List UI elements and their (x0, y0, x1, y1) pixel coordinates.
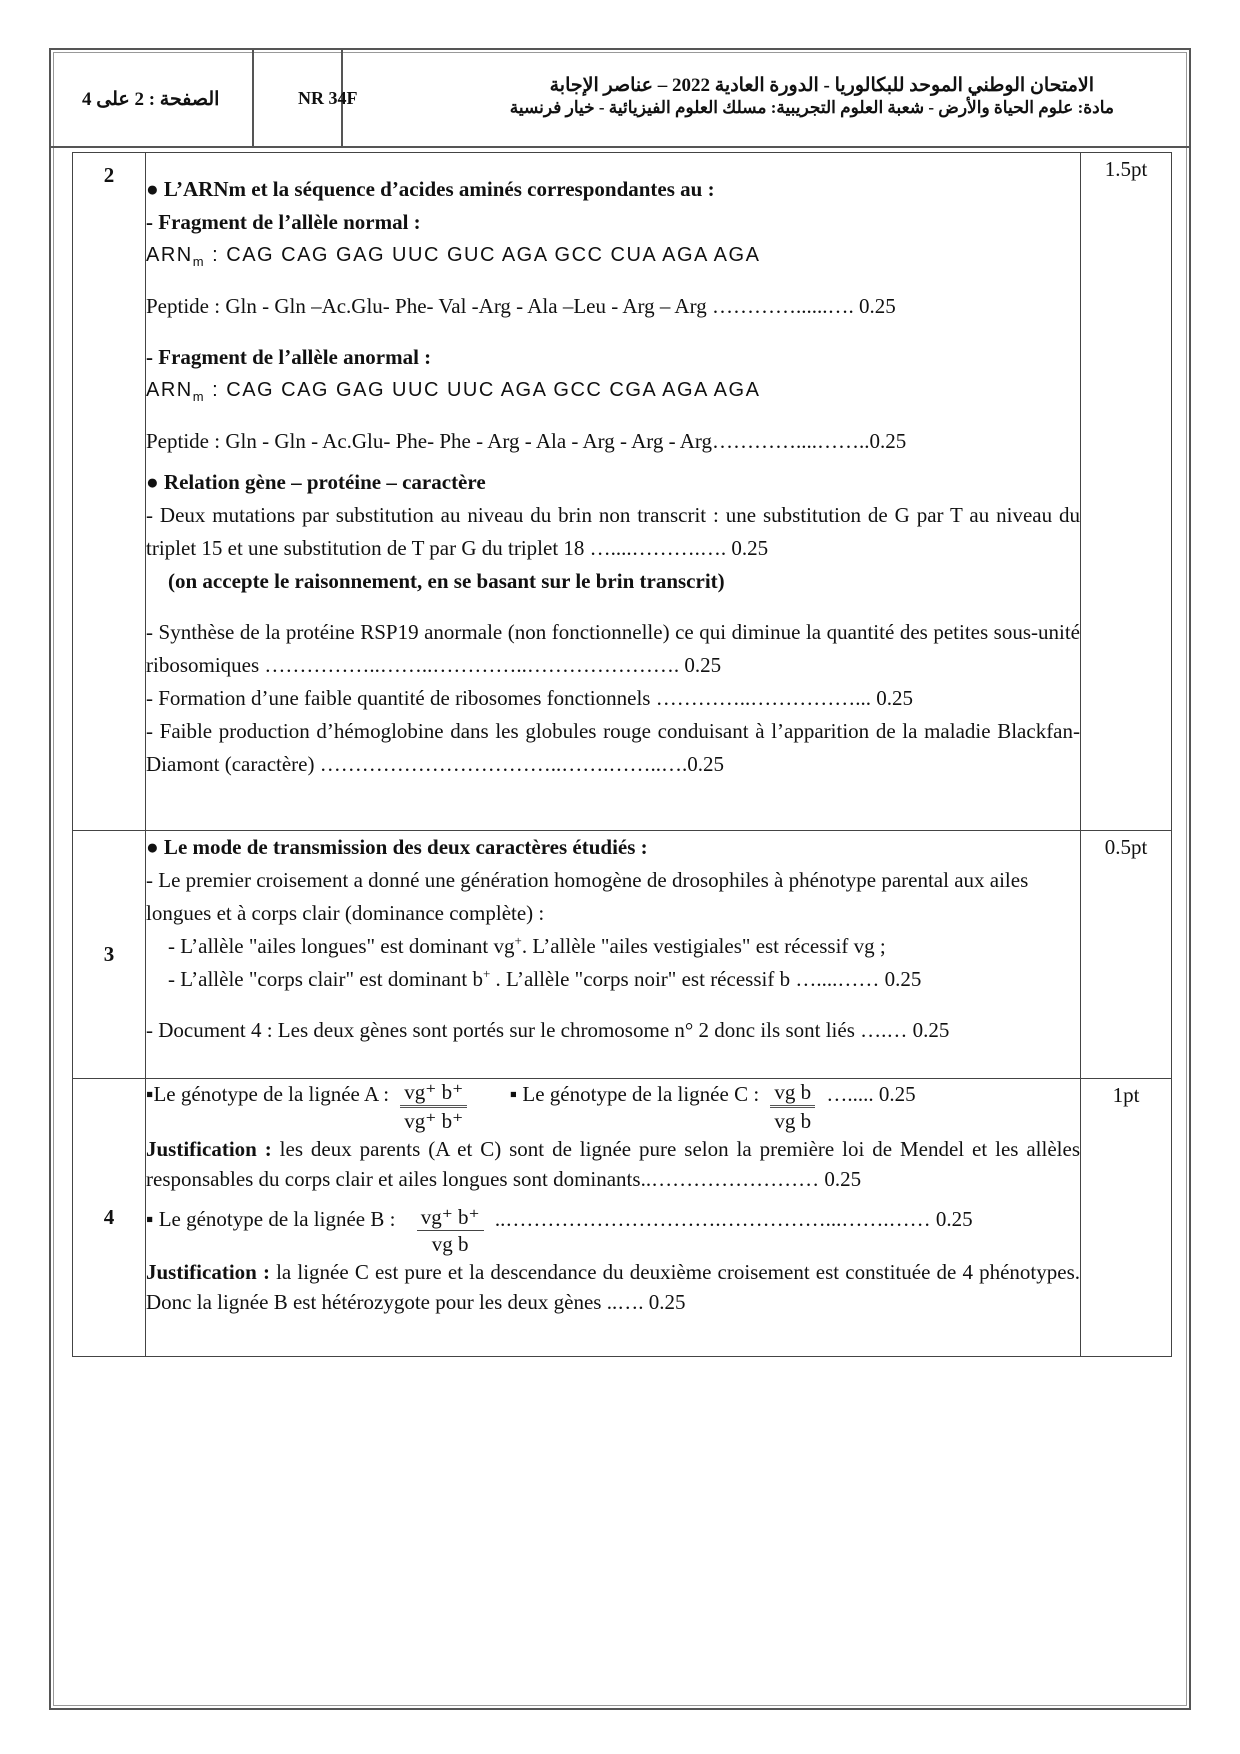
accepted-note: (on accepte le raisonnement, en se basant sur le brin transcrit) (168, 569, 725, 593)
table-row-q2 (73, 153, 1172, 831)
cross-text: - Le premier croisement a donné une génération homogène de drosophiles à phénotype parental aux ailes longues et à corps clair (dominance complète) : (146, 868, 1029, 925)
points-q2: 1.5pt (1081, 153, 1172, 831)
points-q4: 1pt (1081, 1079, 1172, 1357)
heading-arnm: ● L’ARNm et la séquence d’acides aminés correspondantes au : (146, 177, 715, 201)
table-row-q3 (73, 831, 1172, 1079)
answer-table (72, 152, 1172, 1357)
heading-abnormal: - Fragment de l’allèle anormal : (146, 345, 432, 369)
peptide-abnormal: Peptide : Gln - Gln - Ac.Glu- Phe- Phe - Arg - Ala - Arg - Arg - Arg…………....……..0.25 (146, 429, 907, 453)
heading-normal: - Fragment de l’allèle normal : (146, 210, 421, 234)
heading-transmission: ● Le mode de transmission des deux caractères étudiés : (146, 835, 648, 859)
linkage-text: - Document 4 : Les deux gènes sont portés sur le chromosome n° 2 donc ils sont liés ….… 0.25 (146, 1018, 950, 1042)
justification-2: Justification : la lignée C est pure et la descendance du deuxième croisement est constituée de 4 phénotypes. Donc la lignée B est hétérozygote pour les deux gènes ..…. 0.25 (146, 1260, 1080, 1314)
answer-body (146, 831, 1081, 1079)
arn-normal: $ARN_m$ : CAG CAG GAG UUC GUC AGA GCC CUA AGA AGA (146, 244, 761, 269)
hemoglobin-text: - Faible production d’hémoglobine dans les globules rouge conduisant à l’apparition de la maladie Blackfan- Diamont (caractère) ……………………………..…….……..….0.25 (146, 719, 1080, 776)
answer-body (146, 153, 1081, 831)
ribosome-text: - Formation d’une faible quantité de ribosomes fonctionnels …………..……………... 0.25 (146, 686, 913, 710)
exam-code: NR 34F (298, 88, 358, 108)
arn-abnormal: $ARN_m$ : CAG CAG GAG UUC UUC AGA GCC CGA AGA AGA (146, 379, 761, 404)
synthesis-text: - Synthèse de la protéine RSP19 anormale (non fonctionnelle) ce qui diminue la quantité des petites sous-unité ribosomiques ……………..……..…………..…………………. 0.25 (146, 620, 1080, 677)
genotype-c-fraction: $\frac{\text{vg b}}{\text{vg b}}$ (770, 1079, 815, 1134)
justification-1: Justification : les deux parents (A et C) sont de lignée pure selon la première loi de Mendel et les allèles responsables du corps clair et ailes longues sont dominants..…………………… 0.25 (146, 1137, 1080, 1191)
points-q3: 0.5pt (1081, 831, 1172, 1079)
exam-subject: مادة: علوم الحياة والأرض - شعبة العلوم التجريبية: مسلك العلوم الفيزيائية - خيار فرنسية (509, 98, 1114, 117)
mutation-text: - Deux mutations par substitution au niveau du brin non transcrit : une substitution de G par T au niveau du triplet 15 et une substitution de T par G du triplet 18 …....……….…. 0.25 (146, 503, 1080, 560)
genotype-b-fraction: $\frac{vg^+ b^+}{\text{vg b}}$ (417, 1204, 484, 1257)
peptide-normal: Peptide : Gln - Gln –Ac.Glu- Phe- Val -Arg - Ala –Leu - Arg – Arg …………......…. 0.25 (146, 294, 896, 318)
allele-wings: - L’allèle "ailes longues" est dominant vg+. L’allèle "ailes vestigiales" est récessif vg ; (168, 933, 886, 958)
table-row-q4 (73, 1079, 1172, 1357)
question-number: 2 (73, 153, 146, 831)
answer-body (146, 1079, 1081, 1357)
genotype-a-c: ▪Le génotype de la lignée A : $\frac{vg^+ b^+}{vg^+ b^+}$ ▪ Le génotype de la lignée C : $\frac{\text{vg b}}{\text{vg b}}$ …..... 0.25 (146, 1080, 916, 1133)
exam-title: الامتحان الوطني الموحد للبكالوريا - الدورة العادية 2022 – عناصر الإجابة (549, 75, 1094, 96)
question-number: 3 (73, 831, 146, 1079)
page-number: الصفحة : 2 على 4 (82, 89, 220, 110)
question-number: 4 (73, 1079, 146, 1357)
genotype-b: ▪ Le génotype de la lignée B : $\frac{vg^+ b^+}{\text{vg b}}$ ..………………………….……………...…….…… 0.25 (146, 1205, 973, 1256)
genotype-a-fraction: $\frac{vg^+ b^+}{vg^+ b^+}$ (400, 1079, 467, 1134)
header-divider (51, 146, 1189, 148)
heading-relation: ● Relation gène – protéine – caractère (146, 470, 486, 494)
allele-body: - L’allèle "corps clair" est dominant b+ . L’allèle "corps noir" est récessif b …....…… 0.25 (168, 966, 922, 991)
